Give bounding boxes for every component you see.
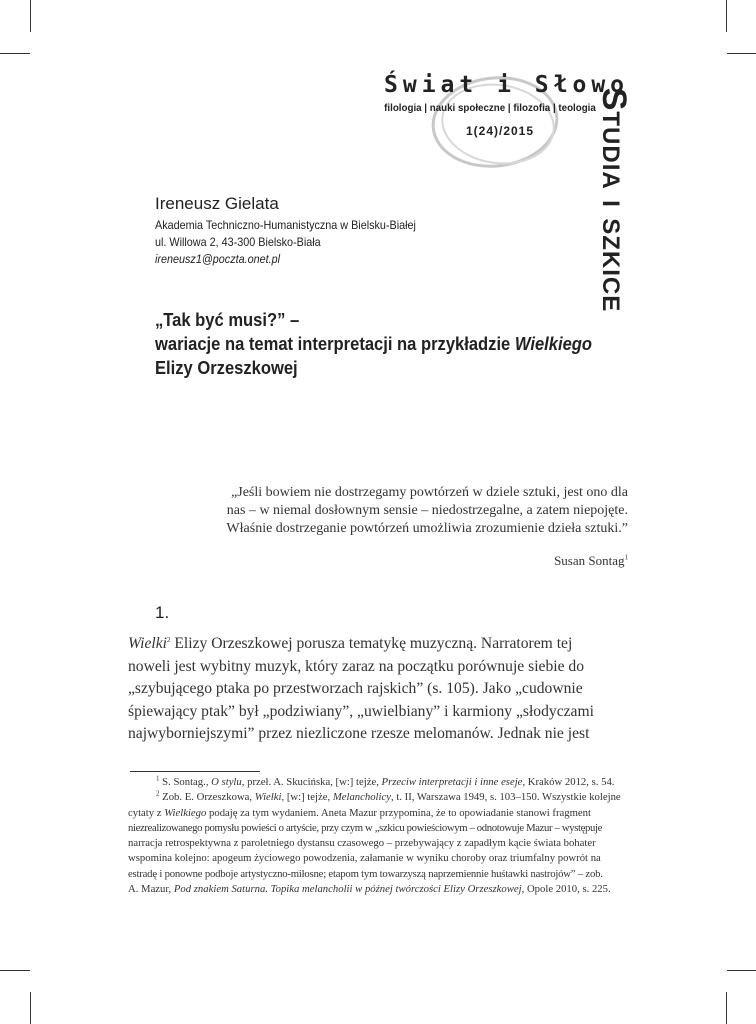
footnote bbox=[128, 790, 628, 805]
footnote-line: narracja retrospektywna z paroletniego dystansu czasowego – przebywający z zapadłym kącie świata bohater bbox=[128, 837, 596, 850]
crop-mark bbox=[727, 53, 756, 54]
footnote-italic: Przeciw interpretacji i inne eseje bbox=[381, 776, 523, 788]
footnote-text: podaję za tym wydaniem. Aneta Mazur przypomina, że to opowiadanie stanowi fragment bbox=[206, 806, 591, 819]
footnote-ref[interactable]: 1 bbox=[624, 553, 628, 562]
journal-subtitle: filologia | nauki społeczne | filozofia | teologia bbox=[384, 102, 596, 114]
footnote-number: 1 bbox=[156, 774, 160, 783]
attribution-name: Susan Sontag bbox=[554, 553, 625, 568]
body-line: śpiewający ptak” był „podziwiany”, „uwielbiany” i karmiony „słodyczami bbox=[128, 702, 594, 720]
epigraph-attribution bbox=[400, 553, 628, 569]
footnote-text: , Kraków 2012, s. 54. bbox=[522, 776, 615, 788]
body-line: „szybującego ptaka po przestworzach rajskich” (s. 105). Jako „cudownie bbox=[128, 680, 583, 697]
footnote-number: 2 bbox=[156, 789, 160, 798]
footnote-text: , [w:] tejże, bbox=[281, 791, 333, 804]
body-segment: Elizy Orzeszkowej porusza tematykę muzyczną. Narratorem tej bbox=[170, 635, 573, 652]
title-line: Elizy Orzeszkowej bbox=[155, 358, 298, 378]
crop-mark bbox=[0, 970, 30, 971]
crop-mark bbox=[30, 0, 31, 32]
footnote-text: S. Sontag., bbox=[159, 776, 212, 788]
body-text bbox=[128, 633, 628, 746]
journal-logo bbox=[380, 60, 630, 170]
footnote bbox=[128, 775, 628, 790]
section-label: Studia i szkice bbox=[595, 87, 633, 313]
footnote-text: cytaty z bbox=[128, 806, 165, 819]
footnote-italic: O stylu bbox=[211, 776, 242, 788]
footnote-text: , t. II, Warszawa 1949, s. 103–150. Wszystkie kolejne bbox=[391, 791, 621, 804]
body-line: najwyborniejszymi” przez niezliczone rzesze melomanów. Jednak nie jest bbox=[128, 725, 590, 742]
article-title bbox=[155, 308, 593, 380]
footnote-italic: Wielkiego bbox=[164, 806, 207, 819]
footnote-ref[interactable]: 2 bbox=[166, 635, 171, 644]
title-line bbox=[155, 332, 593, 356]
crop-mark bbox=[0, 53, 30, 54]
crop-mark bbox=[726, 992, 727, 1024]
footnotes bbox=[128, 775, 628, 897]
footnote-text: , przeł. A. Skucińska, [w:] tejże, bbox=[241, 776, 382, 788]
footnote-text: A. Mazur, bbox=[128, 883, 174, 896]
footnote-line bbox=[128, 882, 628, 897]
footnote-italic: Wielki bbox=[254, 791, 282, 804]
epigraph-line: „Jeśli bowiem nie dostrzegamy powtórzeń w dziele sztuki, jest ono dla bbox=[231, 485, 628, 500]
crop-mark bbox=[727, 970, 756, 971]
footnote-line: estradę i ponowne podboje artystyczno-miłosne; etapom tym towarzyszą naprzemiennie huśtawki nastrojów” – zob. bbox=[128, 867, 603, 880]
crop-mark bbox=[726, 0, 727, 32]
author-affiliation: Akademia Techniczno-Humanistyczna w Bielsku-Białej bbox=[155, 218, 416, 232]
epigraph-line: Właśnie dostrzeganie powtórzeń umożliwia zrozumienie dzieła sztuki.” bbox=[226, 521, 628, 536]
footnote-line: niezrealizowanego pomysłu powieści o artyście, przy czym w „szkicu powieściowym – odnotowuje Mazur – występuje bbox=[128, 821, 603, 834]
author-address: ul. Willowa 2, 43-300 Bielsko-Biała bbox=[155, 235, 321, 249]
footnote-divider bbox=[130, 771, 260, 772]
section-number: 1. bbox=[155, 603, 170, 622]
title-italic: Wielkiego bbox=[514, 334, 593, 354]
journal-name: Świat i Słowo bbox=[384, 72, 630, 98]
footnote-italic: Melancholicy bbox=[332, 791, 391, 804]
footnote-line bbox=[128, 806, 628, 821]
epigraph bbox=[180, 484, 628, 538]
epigraph-line: nas – w niemal dosłownym sensie – niedostrzegalne, a zatem niepojęte. bbox=[226, 503, 628, 518]
crop-mark bbox=[30, 992, 31, 1024]
footnote-italic: Pod znakiem Saturna. Topika melancholii w późnej twórczości Elizy Orzeszkowej bbox=[173, 883, 522, 896]
body-italic: Wielki bbox=[128, 635, 167, 652]
author-name: Ireneusz Gielata bbox=[155, 194, 279, 213]
author-email[interactable]: ireneusz1@poczta.onet.pl bbox=[155, 252, 281, 266]
body-line: noweli jest wybitny muzyk, który zaraz na początku porównuje siebie do bbox=[128, 657, 584, 675]
footnote-text: Zob. E. Orzeszkowa, bbox=[159, 791, 255, 804]
journal-issue: 1(24)/2015 bbox=[465, 124, 535, 138]
footnote-line: wspomina kolejno: apogeum życiowego powodzenia, załamanie w wyniku choroby oraz triumfalny powrót na bbox=[128, 852, 601, 865]
title-line: „Tak być musi?” – bbox=[155, 310, 300, 330]
body-line bbox=[128, 633, 628, 656]
title-text: wariacje na temat interpretacji na przykładzie bbox=[155, 334, 515, 354]
footnote-text: , Opole 2010, s. 225. bbox=[521, 883, 611, 896]
